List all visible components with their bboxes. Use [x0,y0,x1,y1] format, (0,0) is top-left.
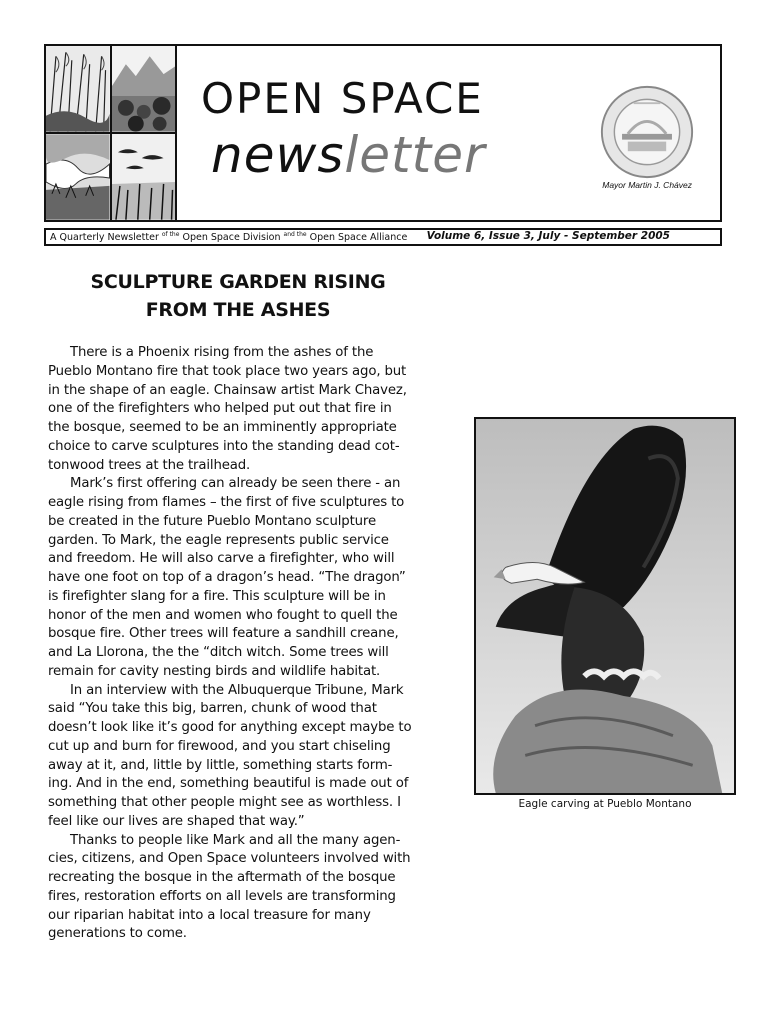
article-line: our riparian habitat into a local treasure for many [48,907,371,923]
article-line: tonwood trees at the trailhead. [48,457,251,473]
publisher-sup-2: and the [283,231,307,238]
article-headline [48,268,428,324]
city-seal-icon [599,84,695,180]
article-line: something that other people might see as worthless. I [48,795,401,810]
article-line: be created in the future Pueblo Montano sculpture [48,513,376,529]
article-line: choice to carve sculptures into the standing dead cot- [48,438,400,454]
article-line: honor of the men and women who fought to quell the [48,607,398,623]
publisher-text-2: Open Space Division [182,232,281,244]
mountain-icon [112,46,176,132]
article-line: recreating the bosque in the aftermath of the bosque [48,870,396,885]
mayor-credit: Mayor Martin J. Chávez [602,180,692,190]
article-line: cies, citizens, and Open Space volunteers involved with [48,851,411,867]
newsletter-title: OPEN SPACE [201,74,484,123]
article-line: feel like our lives are shaped that way.” [48,813,305,829]
newsletter-subtitle [211,126,486,184]
article-line: is firefighter slang for a fire. This sculpture will be in [48,588,386,604]
title-letter-part: letter [344,126,486,184]
publisher-text-1: A Quarterly Newsletter [50,232,159,244]
river-illustration [46,134,110,220]
mountains-illustration [112,46,176,132]
article-line: ing. And in the end, something beautiful is made out of [48,776,409,792]
article-line: away at it, and, little by little, something starts form- [48,757,393,773]
article-line: remain for cavity nesting birds and wildlife habitat. [48,663,381,679]
publisher-sup-1: of the [161,231,180,238]
publisher-text-3: Open Space Alliance [309,232,408,244]
article-line: Mark’s first offering can already be seen there - an [70,476,401,492]
article-line: cut up and burn for firewood, and you start chiseling [48,738,391,754]
landscape-illustrations [46,46,177,220]
article-line: doesn’t look like it’s good for anything except maybe to [48,720,412,735]
article-line: garden. To Mark, the eagle represents public service [48,532,389,548]
article-line: Thanks to people like Mark and all the many agen- [70,832,401,848]
headline-line-2: FROM THE ASHES [145,299,331,321]
article-line: one of the firefighters who helped put out that fire in [48,401,392,417]
article-line: In an interview with the Albuquerque Tribune, Mark [70,682,404,698]
eagle-photo [474,417,736,795]
issue-info-bar [44,228,722,246]
article-line: and freedom. He will also carve a firefighter, who will [48,551,395,567]
article-line: the bosque, seemed to be an imminently appropriate [48,420,397,435]
eagle-carving-icon [476,419,734,793]
article-body [48,344,430,944]
article-line: bosque fire. Other trees will feature a sandhill creane, [48,626,399,642]
cranes-illustration [112,134,176,220]
reeds-icon [46,46,110,132]
article-line: generations to come. [48,926,187,942]
article-line: and La Llorona, the the “ditch witch. Some trees will [48,645,389,660]
headline-line-1: SCULPTURE GARDEN RISING [90,271,386,293]
publisher-line [50,231,407,243]
issue-volume: Volume 6, Issue 3, July - September 2005 [426,230,670,242]
article-line: said “You take this big, barren, chunk of wood that [48,701,377,717]
reeds-illustration [46,46,110,132]
article-line: have one foot on top of a dragon’s head. “The dragon” [48,570,406,585]
article-line: eagle rising from flames – the first of five sculptures to [48,495,405,510]
crane-icon [112,134,176,220]
article-line: There is a Phoenix rising from the ashes of the [70,345,374,360]
article-line: fires, restoration efforts on all levels are transforming [48,888,396,904]
article-line: Pueblo Montano fire that took place two years ago, but [48,363,407,379]
article-line: in the shape of an eagle. Chainsaw artist Mark Chavez, [48,382,407,398]
masthead [44,44,722,222]
title-news-part: news [211,126,345,184]
river-icon [46,134,110,220]
photo-caption: Eagle carving at Pueblo Montano [518,798,692,810]
